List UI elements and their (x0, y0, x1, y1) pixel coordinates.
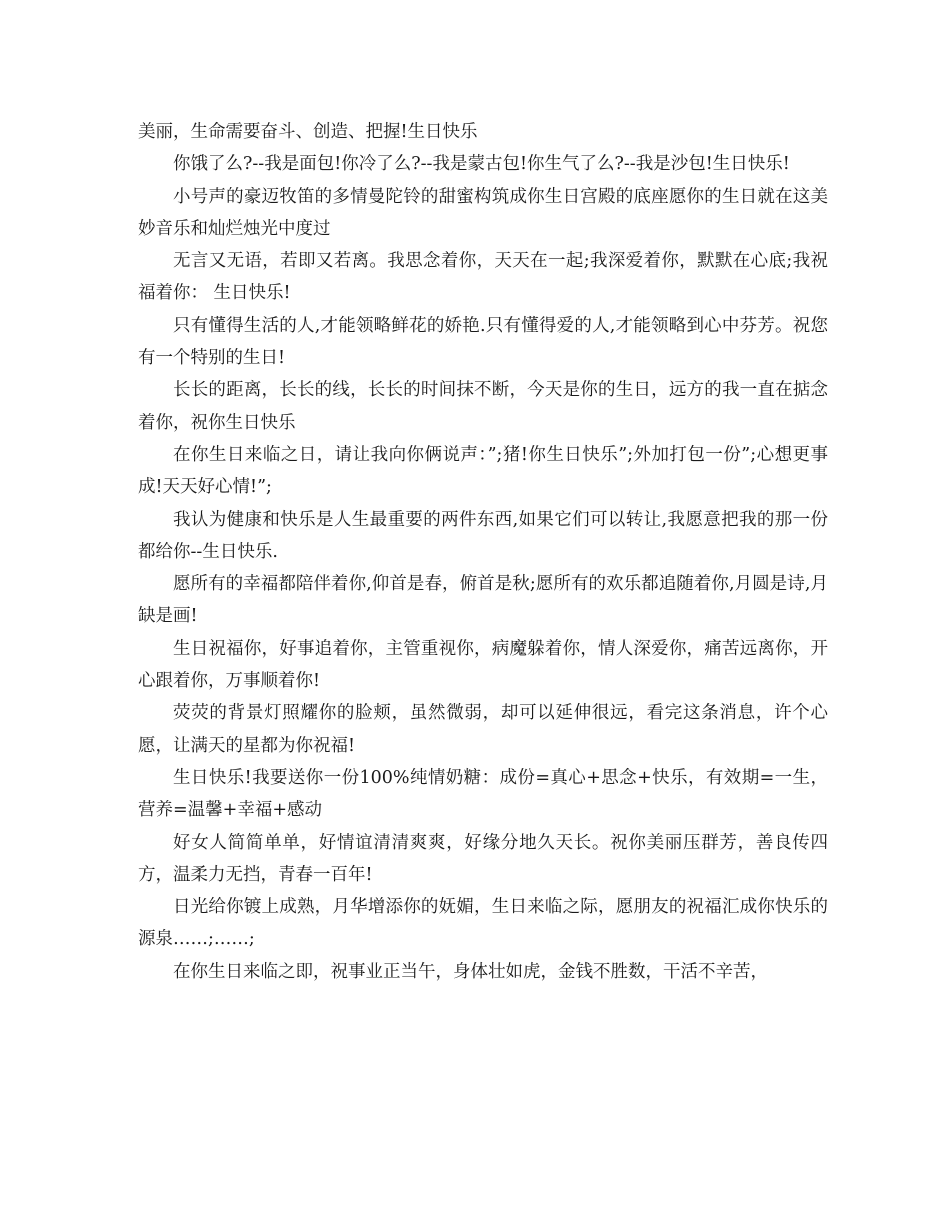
paragraph-health-happiness: 我认为健康和快乐是人生最重要的两件东西,如果它们可以转让,我愿意把我的那一份都给你--生日快乐. (138, 509, 828, 562)
document-body (138, 116, 828, 988)
paragraph-long-distance: 长长的距离，长长的线，长长的时间抹不断，今天是你的生日，远方的我一直在掂念着你，祝你生日快乐 (138, 380, 828, 433)
paragraph-happiness-spring: 愿所有的幸福都陪伴着你,仰首是春，俯首是秋;愿所有的欢乐都追随着你,月圆是诗,月缺是画! (138, 574, 828, 627)
paragraph-blessings-chase: 生日祝福你，好事追着你，主管重视你，病魔躲着你，情人深爱你，痛苦远离你，开心跟着你，万事顺着你! (138, 638, 828, 692)
paragraph-birthday-greeting: 在你生日来临之日，请让我向你俩说声：”;猪!你生日快乐”;外加打包一份”;心想更事成!天天好心情!”; (138, 444, 828, 498)
paragraph-sunlight: 日光给你镀上成熟，月华增添你的妩媚，生日来临之际，愿朋友的祝福汇成你快乐的源泉……;……; (138, 897, 828, 950)
paragraph-understand-life: 只有懂得生活的人,才能领略鲜花的娇艳.只有懂得爱的人,才能领略到心中芬芳。祝您有一个特别的生日! (138, 315, 828, 369)
paragraph-candy: 生日快乐!我要送你一份100%纯情奶糖：成份=真心+思念+快乐，有效期=一生，营养=温馨+幸福+感动 (138, 767, 828, 821)
paragraph-silent-words: 无言又无语，若即又若离。我思念着你，天天在一起;我深爱着你，默默在心底;我祝福着你： 生日快乐! (138, 251, 828, 304)
paragraph-good-woman: 好女人简简单单，好情谊清清爽爽，好缘分地久天长。祝你美丽压群芳，善良传四方，温柔力无挡，青春一百年! (138, 832, 828, 885)
paragraph-music-palace: 小号声的豪迈牧笛的多情曼陀铃的甜蜜构筑成你生日宫殿的底座愿你的生日就在这美妙音乐和灿烂烛光中度过 (138, 186, 828, 239)
paragraph-career: 在你生日来临之即，祝事业正当午，身体壮如虎，金钱不胜数，干活不辛苦， (173, 961, 768, 982)
paragraph-continuation: 美丽，生命需要奋斗、创造、把握!生日快乐 (138, 122, 478, 142)
paragraph-backlight: 荧荧的背景灯照耀你的脸颊，虽然微弱，却可以延伸很远，看完这条消息，许个心愿，让满天的星都为你祝福! (138, 703, 828, 756)
paragraph-bread-joke: 你饿了么?--我是面包!你冷了么?--我是蒙古包!你生气了么?--我是沙包!生日快乐! (173, 154, 790, 175)
